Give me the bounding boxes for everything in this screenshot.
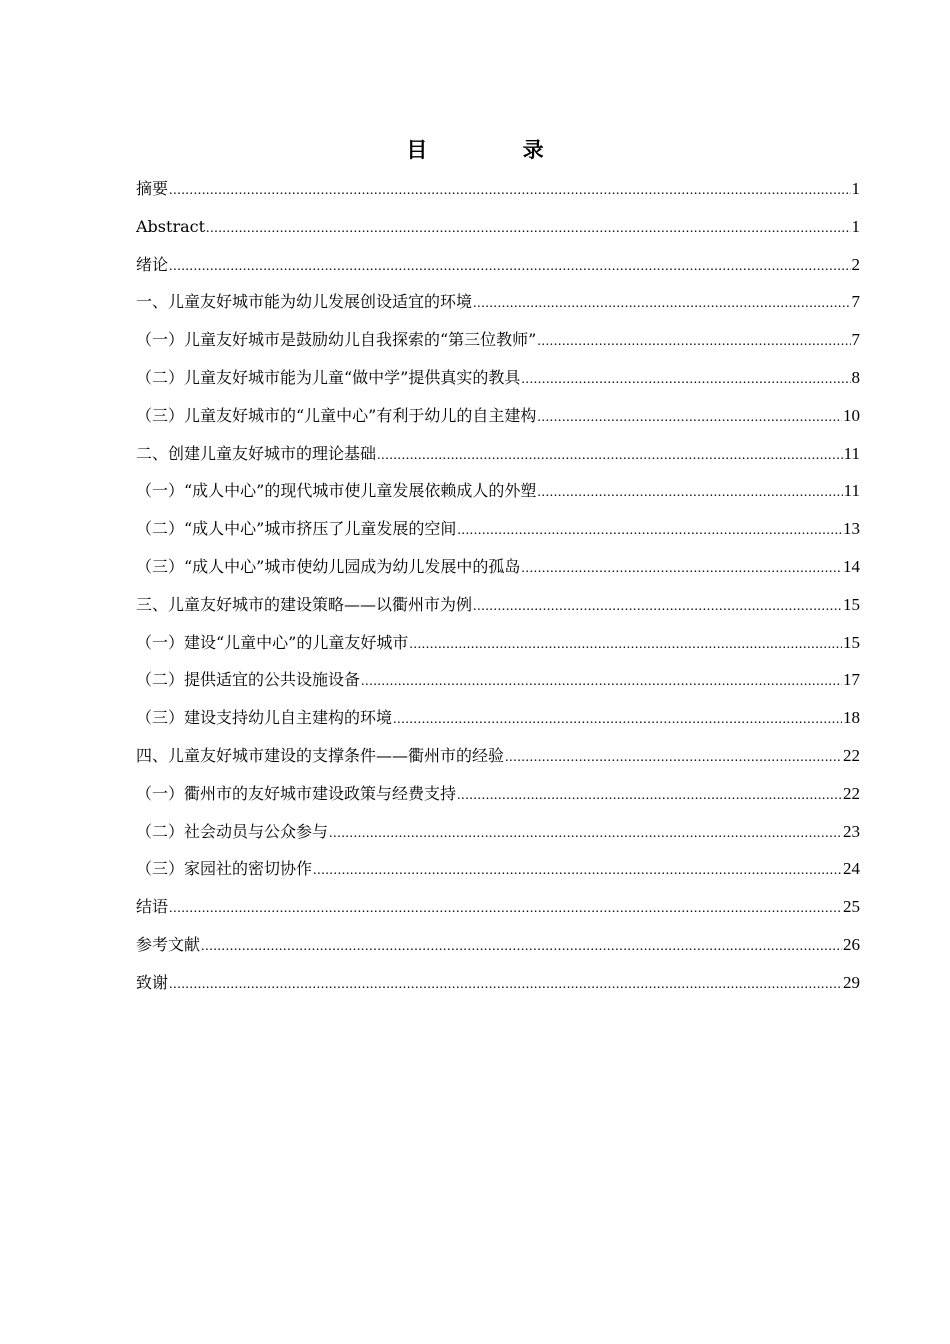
toc-leader-dots: [313, 852, 842, 890]
toc-entry[interactable]: [136, 850, 860, 888]
toc-page-number: 22: [843, 783, 860, 803]
toc-page-number: 13: [843, 519, 860, 539]
toc-leader-dots: [169, 248, 850, 286]
toc-leader-dots: [377, 437, 843, 475]
toc-entry-text: 摘要: [136, 179, 169, 198]
toc-page-number: 14: [843, 556, 860, 576]
toc-entry[interactable]: [136, 775, 860, 813]
toc-entry[interactable]: [136, 472, 860, 510]
toc-leader-dots: [206, 210, 850, 248]
toc-title: 目 录: [406, 138, 588, 162]
toc-entry-text: （三）儿童友好城市的“儿童中心”有利于幼儿的自主建构: [136, 405, 537, 425]
toc-page-number: 29: [843, 972, 860, 992]
toc-entry-text: （三）“成人中心”城市使幼儿园成为幼儿发展中的孤岛: [136, 556, 521, 576]
toc-page-number: 15: [843, 594, 860, 614]
toc-entry-text: （一）“成人中心”的现代城市使儿童发展依赖成人的外塑: [136, 481, 537, 501]
toc-entry-text: （一）建设“儿童中心”的儿童友好城市: [136, 632, 409, 652]
toc-entry[interactable]: [136, 926, 860, 964]
toc-entry-text: 结语: [136, 897, 169, 917]
toc-entry-text: （一）儿童友好城市是鼓励幼儿自我探索的“第三位教师”: [136, 330, 537, 350]
toc-entry[interactable]: [136, 435, 860, 473]
toc-leader-dots: [169, 890, 842, 928]
toc-entry[interactable]: [136, 510, 860, 548]
toc-leader-dots: [537, 399, 842, 437]
toc-leader-dots: [169, 172, 850, 210]
toc-entry-text: 三、儿童友好城市的建设策略——以衢州市为例: [136, 594, 473, 614]
toc-page-number: 23: [843, 821, 860, 841]
toc-entry-text: （三）建设支持幼儿自主建构的环境: [136, 708, 393, 728]
toc-entry-text: （二）儿童友好城市能为儿童“做中学”提供真实的教具: [136, 367, 521, 387]
toc-leader-dots: [537, 323, 850, 361]
toc-page-number: 8: [851, 367, 860, 387]
toc-entry[interactable]: [136, 586, 860, 624]
toc-page-number: 7: [851, 292, 860, 312]
toc-entry-text: 绪论: [136, 254, 169, 274]
toc-leader-dots: [393, 701, 842, 739]
toc-page-number: 11: [843, 443, 860, 463]
toc-entry[interactable]: [136, 246, 860, 284]
toc-entry-text: （一）衢州市的友好城市建设政策与经费支持: [136, 783, 457, 803]
toc-page-number: 7: [851, 330, 860, 350]
toc-leader-dots: [457, 777, 842, 815]
toc-page-number: 17: [843, 670, 860, 690]
toc-entry-text: 四、儿童友好城市建设的支撑条件——衢州市的经验: [136, 745, 505, 765]
toc-entry-text: （二）提供适宜的公共设施设备: [136, 670, 361, 690]
toc-entry-text: Abstract: [136, 216, 206, 236]
toc-page-number: 1: [851, 216, 860, 236]
toc-entry[interactable]: [136, 397, 860, 435]
toc-entry-text: 致谢: [136, 972, 169, 992]
toc-leader-dots: [409, 626, 842, 664]
toc-entry[interactable]: [136, 548, 860, 586]
toc-entry-text: 二、创建儿童友好城市的理论基础: [136, 443, 377, 463]
toc-entry[interactable]: [136, 888, 860, 926]
toc-leader-dots: [521, 361, 850, 399]
toc-leader-dots: [361, 663, 842, 701]
toc-entry-text: （二）社会动员与公众参与: [136, 821, 329, 841]
toc-page-number: 11: [843, 481, 860, 501]
toc-entry[interactable]: [136, 170, 860, 208]
toc-entry-text: 一、儿童友好城市能为幼儿发展创设适宜的环境: [136, 292, 473, 312]
toc-page-number: 1: [851, 179, 860, 198]
toc-entry[interactable]: [136, 208, 860, 246]
toc-leader-dots: [473, 588, 842, 626]
toc-leader-dots: [473, 285, 850, 323]
toc-page-number: 24: [843, 859, 860, 879]
toc-entry-text: 参考文献: [136, 934, 201, 954]
toc-leader-dots: [201, 928, 842, 966]
toc-entry-text: （三）家园社的密切协作: [136, 859, 313, 879]
toc-entry[interactable]: [136, 359, 860, 397]
toc-entry[interactable]: [136, 283, 860, 321]
toc-page-number: 15: [843, 632, 860, 652]
toc-entry[interactable]: [136, 813, 860, 851]
table-of-contents: [136, 170, 860, 1002]
toc-page-number: 26: [843, 934, 860, 954]
toc-entry[interactable]: [136, 964, 860, 1002]
toc-leader-dots: [521, 550, 842, 588]
toc-leader-dots: [169, 966, 842, 1004]
toc-leader-dots: [457, 512, 842, 550]
toc-page-number: 25: [843, 897, 860, 917]
toc-leader-dots: [329, 815, 842, 853]
toc-page-number: 10: [843, 405, 860, 425]
toc-entry[interactable]: [136, 699, 860, 737]
toc-entry-text: （二）“成人中心”城市挤压了儿童发展的空间: [136, 519, 457, 539]
toc-page-number: 2: [851, 254, 860, 274]
toc-page-number: 22: [843, 745, 860, 765]
toc-entry[interactable]: [136, 661, 860, 699]
toc-entry[interactable]: [136, 321, 860, 359]
toc-leader-dots: [505, 739, 842, 777]
toc-page-number: 18: [843, 708, 860, 728]
toc-leader-dots: [537, 474, 842, 512]
toc-entry[interactable]: [136, 624, 860, 662]
toc-entry[interactable]: [136, 737, 860, 775]
